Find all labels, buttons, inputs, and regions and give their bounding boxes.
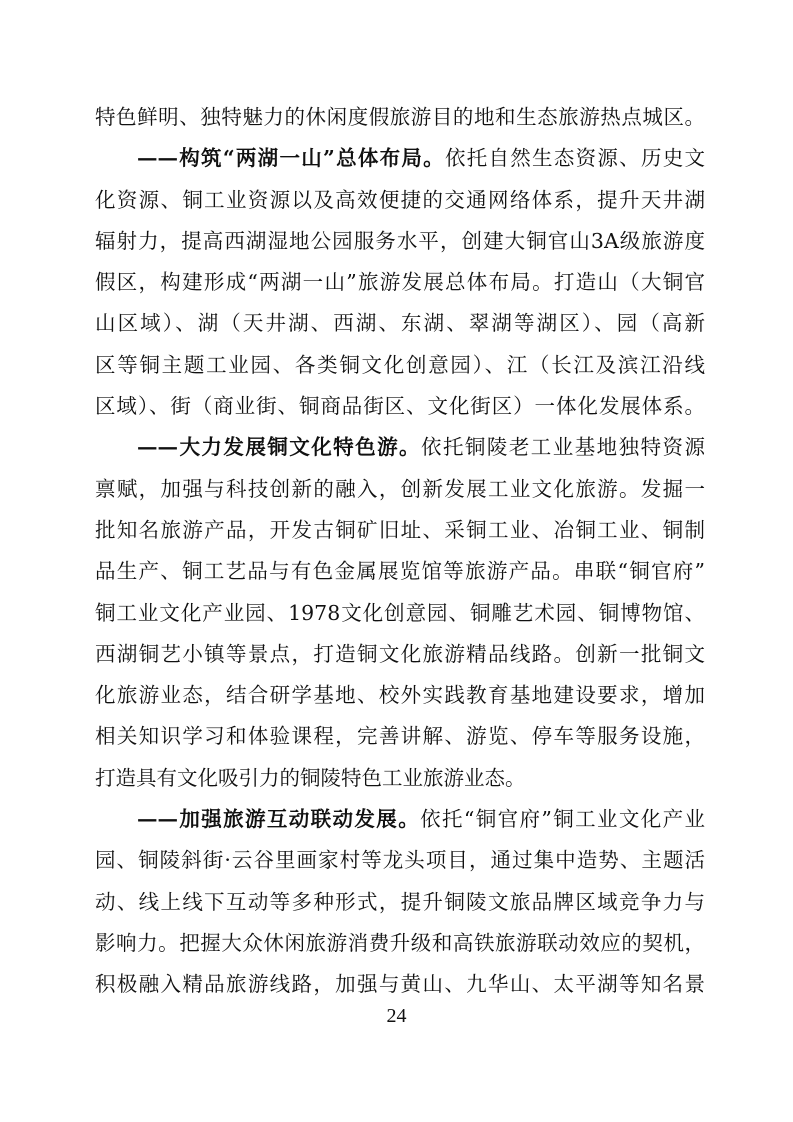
text-line: 辐射力，提高西湖湿地公园服务水平，创建大铜官山3A级旅游度	[95, 228, 705, 253]
section-heading: ——大力发展铜文化特色游。	[137, 435, 421, 460]
text-line: 批知名旅游产品，开发古铜矿旧址、采铜工业、冶铜工业、铜制	[95, 517, 705, 542]
text-line: 化资源、铜工业资源以及高效便捷的交通网络体系，提升天井湖	[95, 187, 705, 212]
text-line: 假区，构建形成“两湖一山”旅游发展总体布局。打造山（大铜官	[95, 270, 705, 295]
text-line: 铜工业文化产业园、1978文化创意园、铜雕艺术园、铜博物馆、	[95, 600, 705, 625]
text-line: 区等铜主题工业园、各类铜文化创意园）、江（长江及滨江沿线	[95, 352, 705, 377]
text-line: 园、铜陵斜街·云谷里画家村等龙头项目，通过集中造势、主题活	[95, 848, 705, 873]
section-heading: ——加强旅游互动联动发展。	[137, 807, 421, 832]
text-line: 动、线上线下互动等多种形式，提升铜陵文旅品牌区域竞争力与	[95, 889, 705, 914]
text-run: 依托自然生态资源、历史文	[444, 146, 705, 171]
text-line: 相关知识学习和体验课程，完善讲解、游览、停车等服务设施，	[95, 724, 705, 749]
text-run: 依托铜陵老工业基地独特资源	[421, 435, 705, 460]
page-number: 24	[386, 1005, 407, 1027]
text-run: 依托“铜官府”铜工业文化产业	[420, 807, 705, 832]
text-line: 打造具有文化吸引力的铜陵特色工业旅游业态。	[95, 765, 526, 790]
section-heading: ——构筑“两湖一山”总体布局。	[137, 146, 445, 171]
text-line: 影响力。把握大众休闲旅游消费升级和高铁旅游联动效应的契机，	[95, 930, 705, 955]
paragraph-first-line	[95, 799, 705, 840]
paragraph-first-line	[95, 427, 705, 468]
text-line: 山区域）、湖（天井湖、西湖、东湖、翠湖等湖区）、园（高新	[95, 311, 705, 336]
text-line: 西湖铜艺小镇等景点，打造铜文化旅游精品线路。创新一批铜文	[95, 641, 705, 666]
text-line: 化旅游业态，结合研学基地、校外实践教育基地建设要求，增加	[95, 683, 705, 708]
text-line: 禀赋，加强与科技创新的融入，创新发展工业文化旅游。发掘一	[95, 476, 705, 501]
text-line: 特色鲜明、独特魅力的休闲度假旅游目的地和生态旅游热点城区。	[95, 105, 705, 129]
text-line: 品生产、铜工艺品与有色金属展览馆等旅游产品。串联“铜官府”	[95, 559, 705, 584]
page-body	[95, 97, 705, 1006]
text-line: 积极融入精品旅游线路，加强与黄山、九华山、太平湖等知名景	[95, 972, 705, 997]
paragraph-first-line	[95, 138, 705, 179]
text-line: 区域）、街（商业街、铜商品街区、文化街区）一体化发展体系。	[95, 394, 705, 419]
